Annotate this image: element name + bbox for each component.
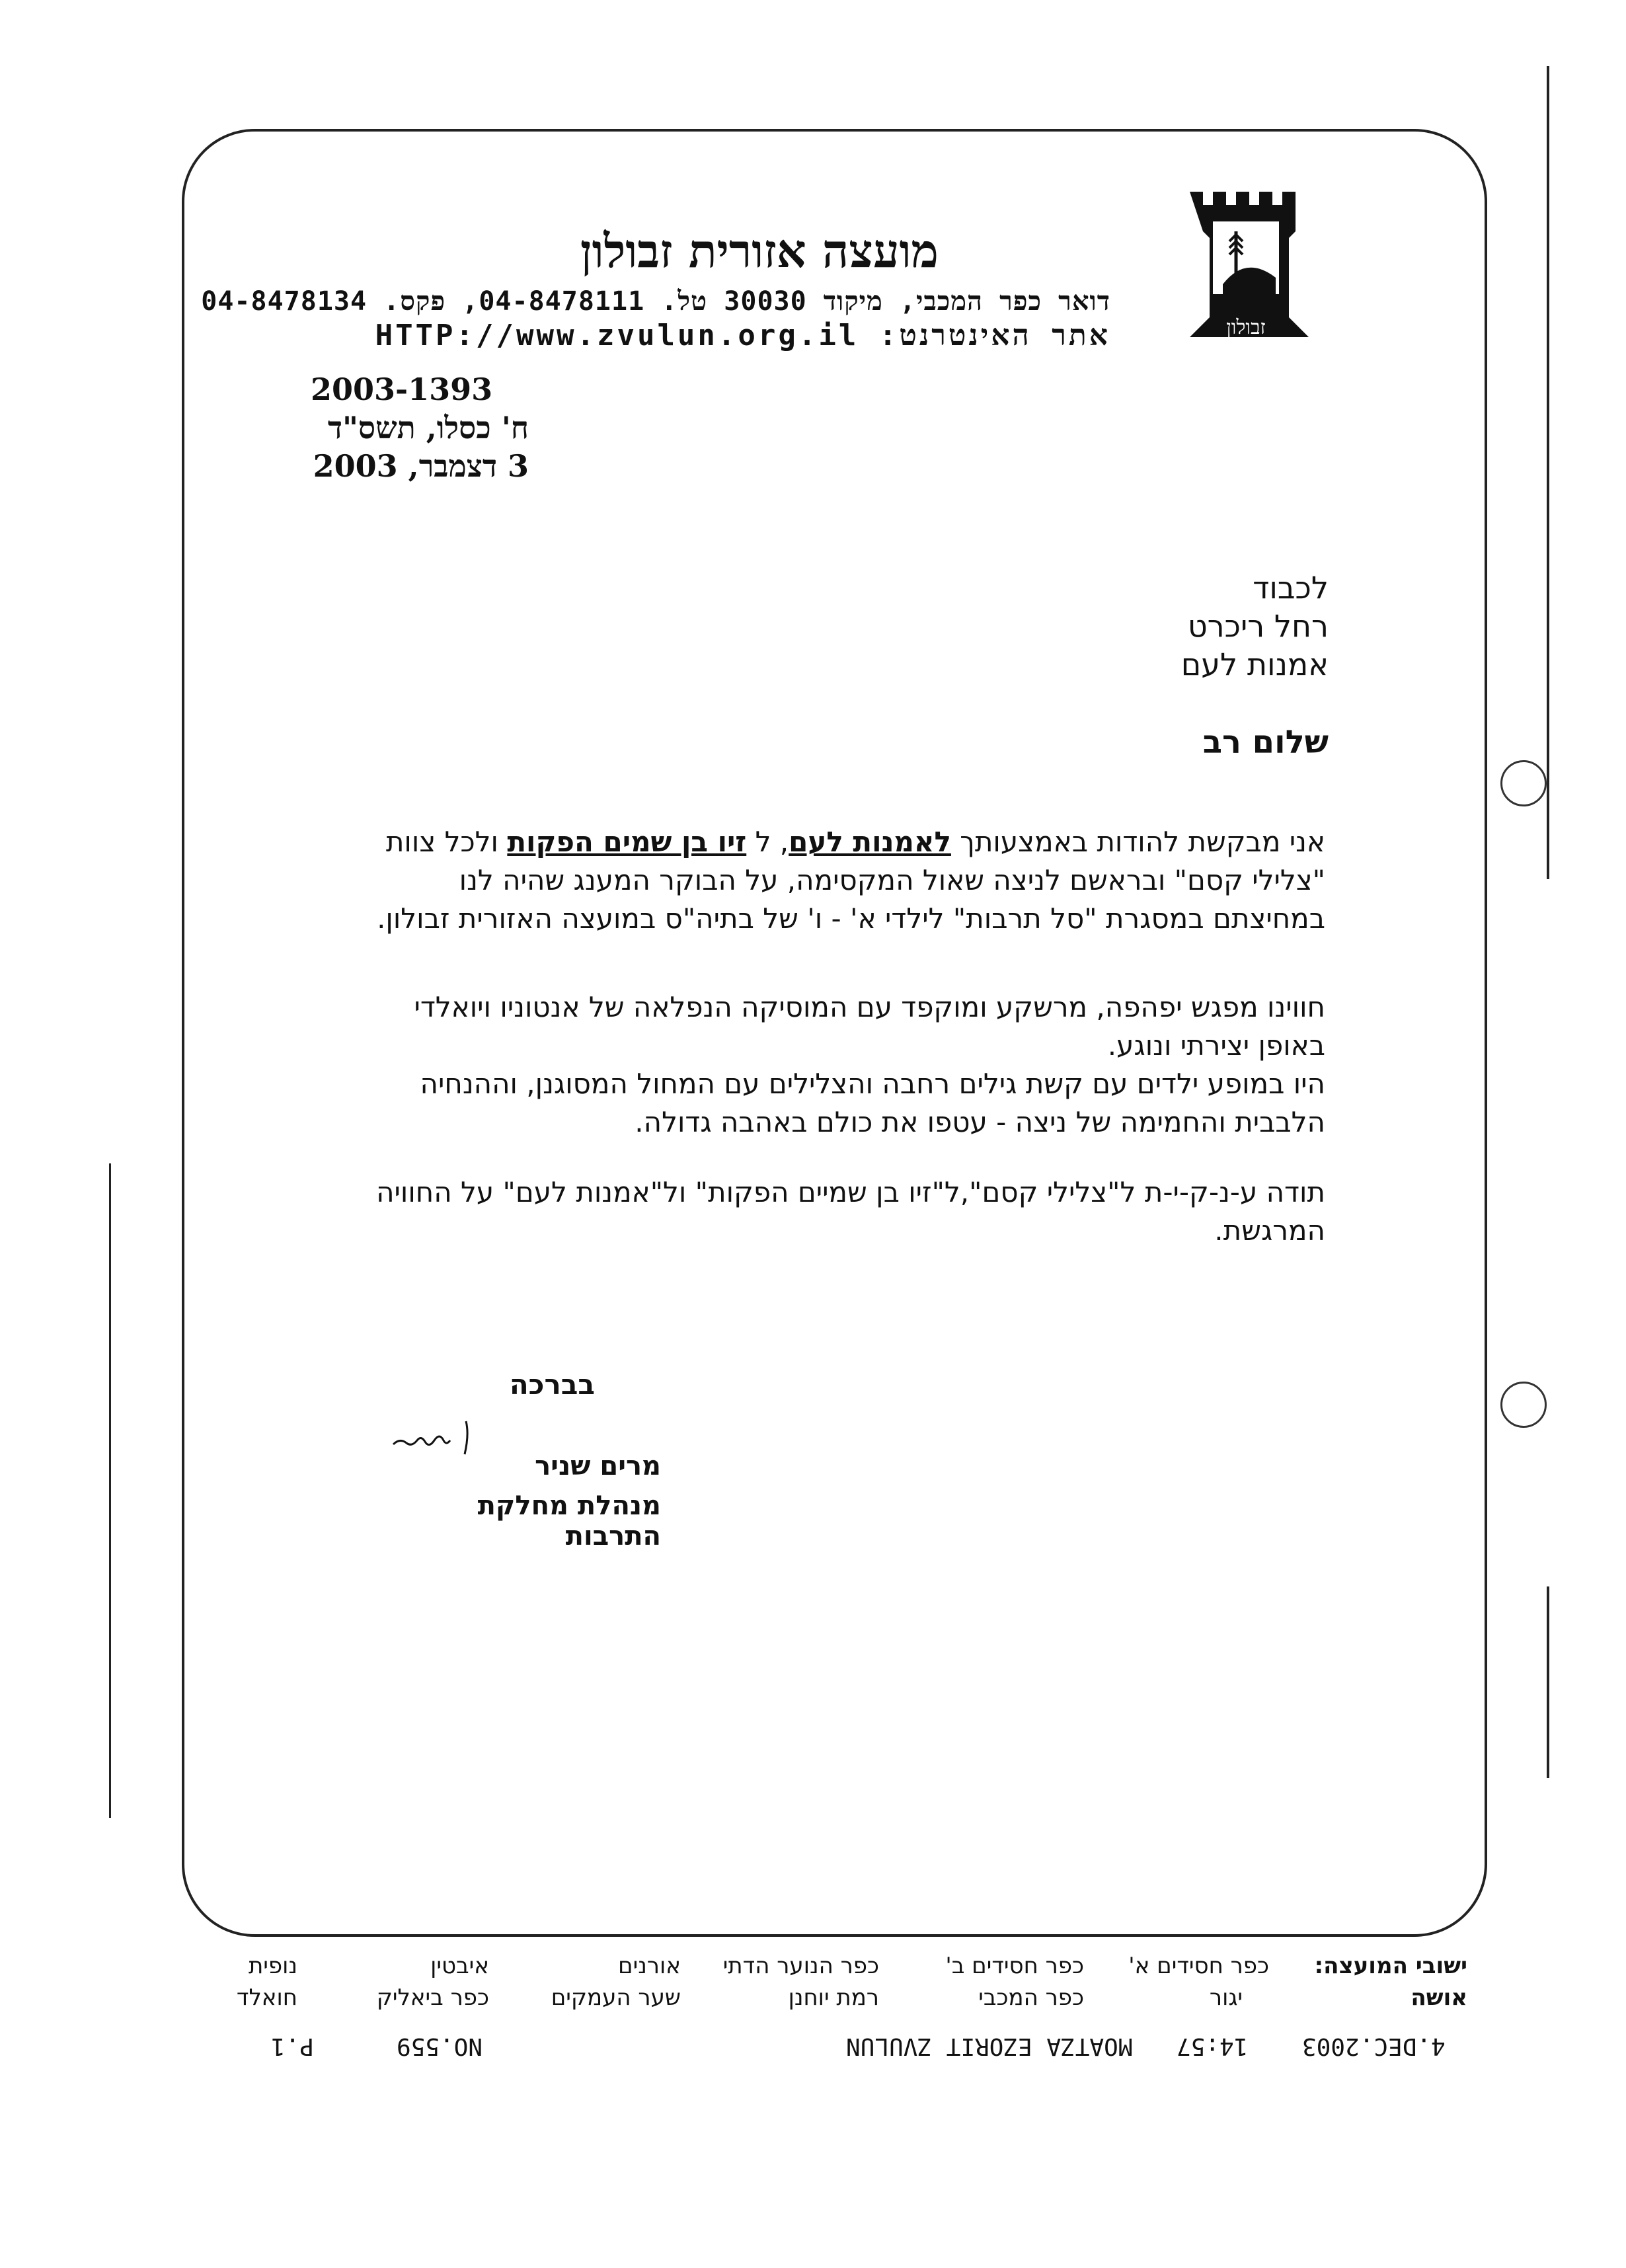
footer-settlement: חואלד: [236, 1984, 297, 2011]
reference-block: [311, 370, 529, 485]
footer-label-column: [1315, 1950, 1467, 2014]
hebrew-date: ח' כסלו, תשס"ד: [327, 410, 529, 446]
footer-settlement: נופית: [248, 1953, 297, 1979]
punch-hole-mark: [1500, 760, 1547, 806]
recipient-name: רחל ריכרט: [1187, 608, 1329, 644]
p2-sentence-b: היו במופע ילדים עם קשת גילים רחבה והצלילים עם המחול המסוגנן, וההנחיה הלבבית והחמימה של ניצה - עטפו את כולם באהבה גדולה.: [420, 1068, 1325, 1138]
footer-column: [551, 1950, 681, 2014]
footer-settlement: כפר חסידים ב': [945, 1953, 1084, 1979]
web-line: אתר האינטרנט: HTTP://www.zvulun.org.il: [375, 319, 1110, 352]
signer-title: מנהלת מחלקת התרבות: [477, 1491, 661, 1551]
council-logo: [1183, 185, 1309, 350]
p1-underlined-org: לאמנות לעם: [789, 826, 951, 858]
punch-hole-mark: [1500, 1382, 1547, 1428]
p1-underlined-producer: זיו בן שמים הפקות: [507, 826, 747, 858]
footer-settlement: כפר חסידים א': [1128, 1953, 1269, 1979]
footer-column: [377, 1950, 489, 2014]
footer-settlement: יגור: [1209, 1984, 1243, 2011]
fax-number: NO.559: [397, 2033, 483, 2060]
footer-settlement: אושה: [1411, 1984, 1467, 2011]
org-name: מועצה אזורית זבולון: [580, 223, 939, 278]
fax-time: 14:57: [1177, 2033, 1249, 2060]
body-paragraph-3: תודה ע-נ-ק-י-ת ל"צלילי קסם",ל"זיו בן שמיים הפקות" ול"אמנות לעם" על החוויה המרגשת.: [376, 1176, 1325, 1247]
footer-settlement: רמת יוחנן: [788, 1984, 879, 2011]
greeting: שלום רב: [1202, 724, 1329, 761]
recipient-salutation: לכבוד: [1253, 570, 1329, 606]
body-paragraph-2: [354, 988, 1325, 1142]
contact-line: דואר כפר המכבי, מיקוד 30030 טל. 04-8478111, פקס. 04-8478134: [201, 286, 1110, 317]
p1-text: , ל: [746, 826, 789, 858]
scan-edge-line: [1547, 1586, 1549, 1778]
scan-edge-line: [109, 1163, 111, 1818]
fax-header-line: [264, 2033, 1481, 2066]
footer-settlement: כפר ביאליק: [376, 1984, 489, 2011]
recipient-block: [991, 568, 1329, 684]
logo-text: זבולון: [1226, 316, 1266, 339]
p1-text: ולכל צוות "צלילי קסם" ובראשם לניצה שאול המקסימה, על הבוקר המענג שהיה לנו במחיצתם במסגרת "סל תרבות" לילדי א' - ו' של בתיה"ס במועצה האזורית זבולון.: [377, 826, 1325, 935]
fax-sender: MOATZA EZORIT ZVULUN: [846, 2033, 1133, 2060]
footer-settlement: שער העמקים: [551, 1984, 681, 2011]
scan-edge-line: [1547, 66, 1549, 879]
p1-text: אני מבקשת להודות באמצעותך: [950, 826, 1325, 858]
reference-number: 2003-1393: [311, 371, 493, 407]
footer-label: ישובי המועצה:: [1314, 1953, 1467, 1979]
fax-page: P.1: [271, 2033, 315, 2060]
footer-settlement: כפר הנוער הדתי: [722, 1953, 879, 1979]
body-paragraph-1: [354, 823, 1325, 938]
gregorian-date: 3 דצמבר, 2003: [313, 448, 529, 484]
footer-column: [945, 1950, 1084, 2014]
closing-word: בברכה: [509, 1368, 595, 1401]
footer-settlement: כפר המכבי: [978, 1984, 1084, 2011]
footer-settlement: אורנים: [618, 1953, 681, 1979]
footer-settlement: איבטין: [430, 1953, 489, 1979]
p2-sentence-a: חווינו מפגש יפהפה, מרשקע ומוקפד עם המוסיקה הנפלאה של אנטוניו ויואלדי באופן יצירתי ונוגע.: [414, 991, 1325, 1062]
footer-column: [1128, 1950, 1269, 2014]
signer-name: מרים שניר: [535, 1451, 661, 1481]
footer-column: [723, 1950, 879, 2014]
footer-column: [237, 1950, 297, 2014]
recipient-org: אמנות לעם: [1181, 646, 1329, 682]
fax-date: 4.DEC.2003: [1302, 2033, 1446, 2060]
